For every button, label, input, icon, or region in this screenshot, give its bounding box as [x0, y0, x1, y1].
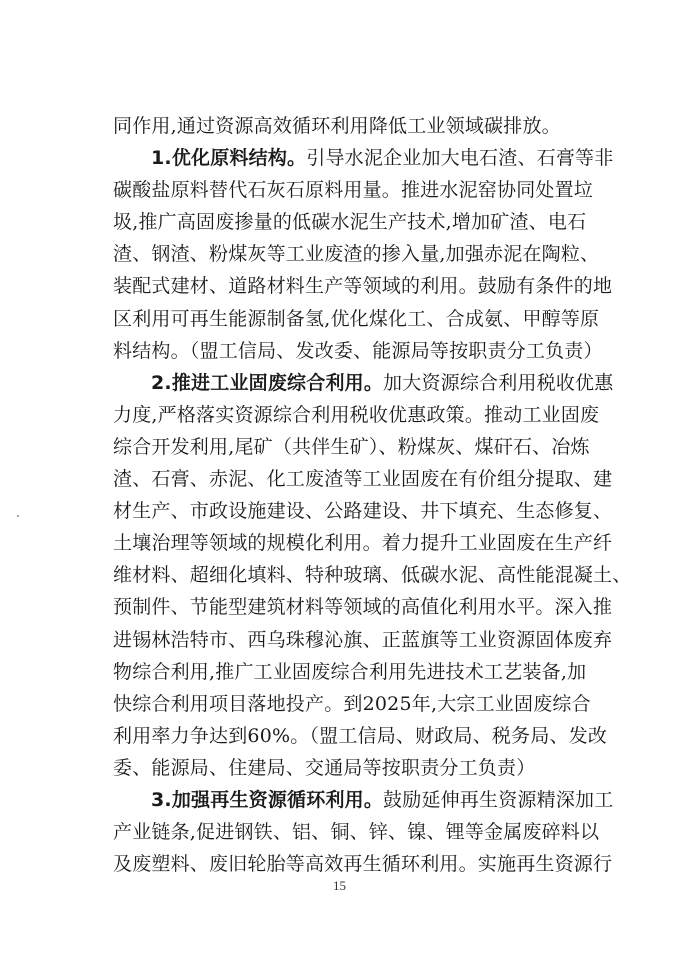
text-line: 物综合利用,推广工业固废综合利用先进技术工艺装备,加	[113, 660, 587, 683]
text-line: 预制件、节能型建筑材料等领域的高值化利用水平。深入推	[113, 596, 613, 619]
text-line: 料结构。（盟工信局、发改委、能源局等按职责分工负责）	[113, 339, 603, 362]
text-line: 及废塑料、废旧轮胎等高效再生循环利用。实施再生资源行	[113, 853, 613, 876]
section-heading: 3.加强再生资源循环利用。	[151, 788, 384, 811]
page-number: 15	[333, 878, 346, 893]
section-heading: 2.推进工业固废综合利用。	[151, 371, 384, 394]
section-heading: 1.优化原料结构。	[151, 147, 307, 170]
text-line: 碳酸盐原料替代石灰石原料用量。推进水泥窑协同处置垃	[113, 179, 594, 202]
text-line: 综合开发利用,尾矿（共伴生矿）、粉煤灰、煤矸石、冶炼	[113, 435, 590, 458]
text-line: 产业链条,促进钢铁、铝、铜、锌、镍、锂等金属废碎料以	[113, 821, 600, 844]
text-line: 渣、钢渣、粉煤灰等工业废渣的掺入量,加强赤泥在陶粒、	[113, 243, 600, 266]
text-line: 利用率力争达到60%。（盟工信局、财政局、税务局、发改	[113, 724, 608, 747]
scan-speck	[17, 515, 19, 517]
text-line: 力度,严格落实资源综合利用税收优惠政策。推动工业固废	[113, 403, 600, 426]
body-text	[113, 110, 632, 880]
section-3-heading-line: 3.加强再生资源循环利用。鼓励延伸再生资源精深加工	[151, 788, 614, 811]
text-line: 维材料、超细化填料、特种玻璃、低碳水泥、高性能混凝土、	[113, 564, 632, 587]
text-line: 委、能源局、住建局、交通局等按职责分工负责）	[113, 756, 536, 779]
text-line: 材生产、市政设施建设、公路建设、井下填充、生态修复、	[113, 500, 613, 523]
text-line: 进锡林浩特市、西乌珠穆沁旗、正蓝旗等工业资源固体废弃	[113, 628, 613, 651]
text-line: 土壤治理等领域的规模化利用。着力提升工业固废在生产纤	[113, 532, 613, 555]
text-line: 渣、石膏、赤泥、化工废渣等工业固废在有价组分提取、建	[113, 468, 613, 491]
section-2-heading-line: 2.推进工业固废综合利用。加大资源综合利用税收优惠	[151, 371, 614, 394]
text-line: 区利用可再生能源制备氢,优化煤化工、合成氨、甲醇等原	[113, 307, 600, 330]
text-line: 圾,推广高固废掺量的低碳水泥生产技术,增加矿渣、电石	[113, 211, 587, 234]
text-line: 快综合利用项目落地投产。到2025年,大宗工业固废综合	[113, 692, 591, 715]
section-1-heading-line: 1.优化原料结构。引导水泥企业加大电石渣、石膏等非	[151, 147, 614, 170]
text-line: 装配式建材、道路材料生产等领域的利用。鼓励有条件的地	[113, 275, 613, 298]
text-line: 同作用,通过资源高效循环利用降低工业领域碳排放。	[113, 115, 561, 137]
